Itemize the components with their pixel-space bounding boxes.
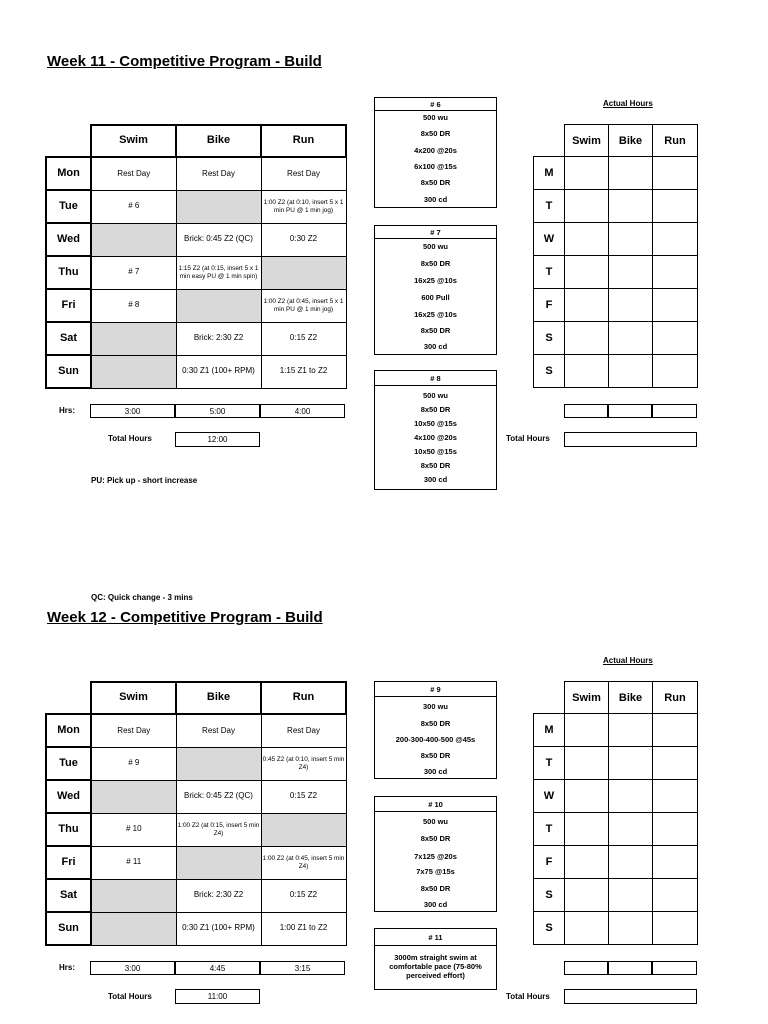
swim-line: 200-300-400-500 @45s	[395, 735, 476, 744]
actual-bike-input[interactable]	[609, 355, 653, 388]
actual-day-label: S	[534, 879, 565, 912]
day-label: Sat	[46, 322, 91, 355]
actual-run-input[interactable]	[653, 322, 698, 355]
actual-swim-input[interactable]	[565, 190, 609, 223]
hours-bike: 4:45	[175, 961, 260, 975]
swim-line: 300 cd	[423, 342, 448, 351]
bike-cell: Brick: 2:30 Z2	[176, 879, 261, 912]
swim-workout-title: # 8	[375, 371, 496, 386]
actual-bike-input[interactable]	[609, 190, 653, 223]
actual-bike-input[interactable]	[609, 714, 653, 747]
actual-swim-input[interactable]	[565, 846, 609, 879]
table-row	[46, 714, 346, 747]
swim-line: 300 cd	[423, 900, 448, 909]
actual-run-input[interactable]	[653, 879, 698, 912]
swim-line: 7x125 @20s	[414, 852, 457, 861]
actual-bike-input[interactable]	[609, 780, 653, 813]
actual-day-label: F	[534, 846, 565, 879]
bike-cell: 1:00 Z2 (at 0:15, insert 5 min Z4)	[176, 813, 261, 846]
table-row	[46, 190, 346, 223]
actual-header-run: Run	[653, 125, 698, 157]
run-cell: 1:00 Z1 to Z2	[261, 912, 346, 945]
actual-run-input[interactable]	[653, 714, 698, 747]
swim-workout-title: # 7	[375, 226, 496, 239]
swim-line: 7x75 @15s	[416, 867, 455, 876]
actual-run-input[interactable]	[653, 223, 698, 256]
actual-day-label: T	[534, 813, 565, 846]
bike-cell	[176, 846, 261, 879]
swim-line: 300 cd	[423, 195, 448, 204]
total-hours-label: Total Hours	[108, 434, 152, 443]
week12-actual-hours-table	[533, 681, 698, 945]
swim-line: 8x50 DR	[420, 129, 451, 138]
corner-cell	[46, 682, 91, 714]
swim-cell: # 11	[91, 846, 176, 879]
header-swim: Swim	[91, 125, 176, 157]
swim-cell: # 7	[91, 256, 176, 289]
swim-workout-title: # 10	[375, 797, 496, 812]
table-row	[46, 355, 346, 388]
actual-swim-input[interactable]	[565, 780, 609, 813]
actual-run-input[interactable]	[653, 157, 698, 190]
week12-schedule-table	[45, 681, 347, 946]
actual-header-swim: Swim	[565, 682, 609, 714]
actual-hours-swim-total[interactable]	[564, 961, 608, 975]
actual-day-label: S	[534, 912, 565, 945]
swim-line: 16x25 @10s	[414, 310, 457, 319]
actual-bike-input[interactable]	[609, 747, 653, 780]
swim-line: 300 cd	[423, 475, 448, 484]
run-cell: 1:00 Z2 (at 0:10, insert 5 x 1 min PU @ 1 min jog)	[261, 190, 346, 223]
swim-line: 16x25 @10s	[414, 276, 457, 285]
run-cell: 1:00 Z2 (at 0:45, insert 5 min Z4)	[261, 846, 346, 879]
actual-swim-input[interactable]	[565, 747, 609, 780]
actual-bike-input[interactable]	[609, 157, 653, 190]
swim-cell	[91, 912, 176, 945]
actual-run-input[interactable]	[653, 912, 698, 945]
swim-line: 600 Pull	[421, 293, 450, 302]
bike-cell: Rest Day	[176, 714, 261, 747]
swim-workout-11	[374, 928, 497, 990]
actual-bike-input[interactable]	[609, 879, 653, 912]
swim-line: 300 cd	[423, 767, 448, 776]
actual-swim-input[interactable]	[565, 912, 609, 945]
actual-header-run: Run	[653, 682, 698, 714]
swim-workout-title: # 11	[375, 929, 496, 946]
swim-line: 3000m straight swim at comfortable pace (75-80% perceived effort)	[389, 953, 482, 980]
day-label: Mon	[46, 157, 91, 190]
hours-swim: 3:00	[90, 961, 175, 975]
actual-swim-input[interactable]	[565, 355, 609, 388]
run-cell: Rest Day	[261, 157, 346, 190]
day-label: Tue	[46, 190, 91, 223]
swim-cell: # 10	[91, 813, 176, 846]
actual-bike-input[interactable]	[609, 256, 653, 289]
day-label: Mon	[46, 714, 91, 747]
day-label: Thu	[46, 813, 91, 846]
actual-swim-input[interactable]	[565, 157, 609, 190]
header-run: Run	[261, 125, 346, 157]
swim-line: 8x50 DR	[420, 834, 451, 843]
actual-hours-bike-total[interactable]	[608, 961, 652, 975]
run-cell	[261, 256, 346, 289]
day-label: Fri	[46, 289, 91, 322]
swim-cell: Rest Day	[91, 157, 176, 190]
day-label: Fri	[46, 846, 91, 879]
actual-run-input[interactable]	[653, 813, 698, 846]
run-cell: 0:30 Z2	[261, 223, 346, 256]
day-label: Wed	[46, 223, 91, 256]
run-cell: 0:15 Z2	[261, 780, 346, 813]
run-cell: 0:45 Z2 (at 0:10, insert 5 min Z4)	[261, 747, 346, 780]
swim-line: 500 wu	[422, 242, 448, 251]
actual-bike-input[interactable]	[609, 813, 653, 846]
actual-bike-input[interactable]	[609, 289, 653, 322]
day-label: Sun	[46, 355, 91, 388]
swim-line: 4x200 @20s	[414, 146, 457, 155]
actual-day-label: S	[534, 322, 565, 355]
actual-hours-swim-total[interactable]	[564, 404, 608, 418]
corner-cell	[46, 125, 91, 157]
actual-swim-input[interactable]	[565, 813, 609, 846]
day-label: Thu	[46, 256, 91, 289]
table-row	[46, 223, 346, 256]
swim-cell	[91, 780, 176, 813]
actual-bike-input[interactable]	[609, 912, 653, 945]
hours-swim: 3:00	[90, 404, 175, 418]
table-row	[46, 157, 346, 190]
bike-cell	[176, 747, 261, 780]
header-run: Run	[261, 682, 346, 714]
swim-line: 8x50 DR	[420, 461, 451, 470]
swim-cell: # 8	[91, 289, 176, 322]
week11-title: Week 11 - Competitive Program - Build	[47, 53, 322, 70]
actual-run-input[interactable]	[653, 355, 698, 388]
swim-workout-10	[374, 796, 497, 912]
hours-run: 4:00	[260, 404, 345, 418]
swim-line: 8x50 DR	[420, 751, 451, 760]
swim-workout-title: # 9	[375, 682, 496, 697]
table-row	[46, 747, 346, 780]
actual-day-label: T	[534, 190, 565, 223]
swim-line: 8x50 DR	[420, 259, 451, 268]
actual-total-hours-label: Total Hours	[506, 434, 550, 443]
run-cell: 1:00 Z2 (at 0:45, insert 5 x 1 min PU @ 1 min jog)	[261, 289, 346, 322]
actual-day-label: M	[534, 157, 565, 190]
run-cell: 0:15 Z2	[261, 879, 346, 912]
actual-hours-run-total[interactable]	[652, 961, 697, 975]
actual-run-input[interactable]	[653, 289, 698, 322]
actual-swim-input[interactable]	[565, 256, 609, 289]
qc-note: QC: Quick change - 3 mins	[91, 593, 193, 602]
actual-total-hours-input[interactable]	[564, 432, 697, 447]
actual-run-input[interactable]	[653, 780, 698, 813]
swim-cell	[91, 355, 176, 388]
bike-cell: 1:15 Z2 (at 0:15, insert 5 x 1 min easy PU @ 1 min spin)	[176, 256, 261, 289]
swim-workout-8	[374, 370, 497, 490]
table-row	[46, 879, 346, 912]
actual-header-bike: Bike	[609, 682, 653, 714]
week11-schedule-table	[45, 124, 347, 389]
total-hours-value: 11:00	[175, 989, 260, 1004]
table-row	[46, 780, 346, 813]
run-cell	[261, 813, 346, 846]
table-row	[46, 322, 346, 355]
swim-line: 8x50 DR	[420, 884, 451, 893]
actual-hours-title: Actual Hours	[603, 656, 653, 665]
swim-line: 8x50 DR	[420, 405, 451, 414]
hours-label: Hrs:	[59, 406, 76, 415]
actual-swim-input[interactable]	[565, 289, 609, 322]
run-cell: 1:15 Z1 to Z2	[261, 355, 346, 388]
table-row	[46, 289, 346, 322]
run-cell: Rest Day	[261, 714, 346, 747]
actual-day-label: T	[534, 747, 565, 780]
actual-day-label: M	[534, 714, 565, 747]
actual-hours-run-total[interactable]	[652, 404, 697, 418]
bike-cell: Brick: 0:45 Z2 (QC)	[176, 780, 261, 813]
swim-cell: # 6	[91, 190, 176, 223]
actual-hours-bike-total[interactable]	[608, 404, 652, 418]
table-row	[46, 256, 346, 289]
swim-line: 6x100 @15s	[414, 162, 457, 171]
swim-line: 10x50 @15s	[414, 447, 457, 456]
bike-cell	[176, 289, 261, 322]
actual-swim-input[interactable]	[565, 879, 609, 912]
swim-line: 8x50 DR	[420, 326, 451, 335]
bike-cell: 0:30 Z1 (100+ RPM)	[176, 912, 261, 945]
actual-total-hours-label: Total Hours	[506, 992, 550, 1001]
swim-workout-7	[374, 225, 497, 355]
actual-total-hours-input[interactable]	[564, 989, 697, 1004]
swim-line: 500 wu	[422, 817, 448, 826]
actual-day-label: W	[534, 223, 565, 256]
day-label: Sat	[46, 879, 91, 912]
actual-hours-title: Actual Hours	[603, 99, 653, 108]
actual-bike-input[interactable]	[609, 322, 653, 355]
swim-cell: # 9	[91, 747, 176, 780]
swim-line: 500 wu	[422, 391, 448, 400]
actual-day-label: T	[534, 256, 565, 289]
bike-cell	[176, 190, 261, 223]
total-hours-value: 12:00	[175, 432, 260, 447]
swim-line: 500 wu	[422, 113, 448, 122]
week12-title: Week 12 - Competitive Program - Build	[47, 609, 323, 626]
run-cell: 0:15 Z2	[261, 322, 346, 355]
hours-bike: 5:00	[175, 404, 260, 418]
swim-cell	[91, 879, 176, 912]
actual-swim-input[interactable]	[565, 714, 609, 747]
header-bike: Bike	[176, 682, 261, 714]
actual-run-input[interactable]	[653, 846, 698, 879]
swim-workout-6	[374, 97, 497, 208]
swim-workout-9	[374, 681, 497, 779]
day-label: Tue	[46, 747, 91, 780]
actual-swim-input[interactable]	[565, 322, 609, 355]
header-swim: Swim	[91, 682, 176, 714]
actual-run-input[interactable]	[653, 747, 698, 780]
actual-header-bike: Bike	[609, 125, 653, 157]
actual-header-swim: Swim	[565, 125, 609, 157]
swim-cell	[91, 322, 176, 355]
swim-line: 10x50 @15s	[414, 419, 457, 428]
bike-cell: Brick: 2:30 Z2	[176, 322, 261, 355]
day-label: Sun	[46, 912, 91, 945]
table-row	[46, 846, 346, 879]
actual-day-label: S	[534, 355, 565, 388]
bike-cell: 0:30 Z1 (100+ RPM)	[176, 355, 261, 388]
total-hours-label: Total Hours	[108, 992, 152, 1001]
swim-line: 300 wu	[422, 702, 448, 711]
swim-line: 8x50 DR	[420, 719, 451, 728]
actual-day-label: F	[534, 289, 565, 322]
bike-cell: Rest Day	[176, 157, 261, 190]
week11-actual-hours-table	[533, 124, 698, 388]
actual-day-label: W	[534, 780, 565, 813]
swim-cell: Rest Day	[91, 714, 176, 747]
pu-note: PU: Pick up - short increase	[91, 476, 198, 485]
hours-run: 3:15	[260, 961, 345, 975]
swim-workout-title: # 6	[375, 98, 496, 111]
swim-line: 8x50 DR	[420, 178, 451, 187]
actual-bike-input[interactable]	[609, 223, 653, 256]
actual-run-input[interactable]	[653, 256, 698, 289]
actual-swim-input[interactable]	[565, 223, 609, 256]
table-row	[46, 912, 346, 945]
bike-cell: Brick: 0:45 Z2 (QC)	[176, 223, 261, 256]
swim-cell	[91, 223, 176, 256]
actual-bike-input[interactable]	[609, 846, 653, 879]
hours-label: Hrs:	[59, 963, 76, 972]
header-bike: Bike	[176, 125, 261, 157]
day-label: Wed	[46, 780, 91, 813]
table-row	[46, 813, 346, 846]
actual-run-input[interactable]	[653, 190, 698, 223]
swim-line: 4x100 @20s	[414, 433, 457, 442]
